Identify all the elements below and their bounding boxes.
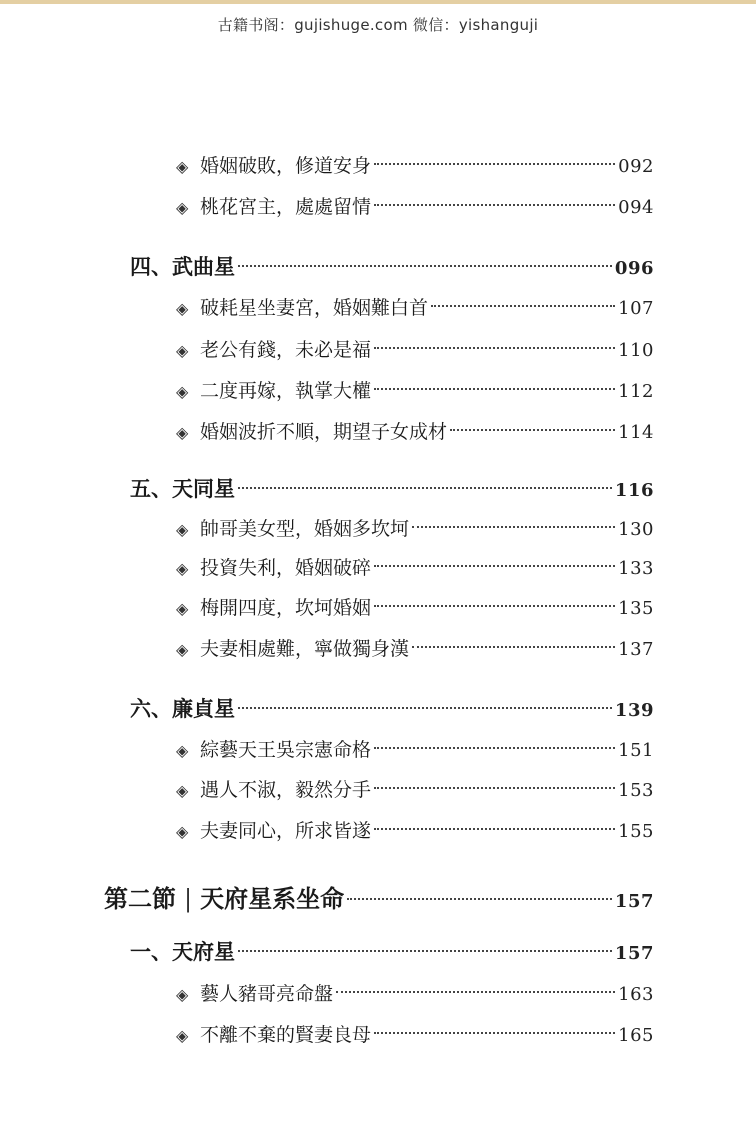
toc-entry[interactable] bbox=[176, 1020, 654, 1050]
toc-entry-title: 藝人豬哥亮命盤 bbox=[200, 983, 334, 1005]
toc-entry-title: 投資失利，婚姻破碎 bbox=[200, 557, 372, 579]
dot-leader bbox=[347, 898, 612, 900]
dot-leader bbox=[374, 747, 615, 749]
dot-leader bbox=[450, 429, 615, 431]
toc-subsection-title: 四、武曲星 bbox=[130, 254, 235, 279]
dot-leader bbox=[374, 605, 615, 607]
toc-page-number: 157 bbox=[614, 891, 654, 912]
toc-subsection-title: 六、廉貞星 bbox=[130, 696, 235, 721]
toc-entry-title: 老公有錢，未必是福 bbox=[200, 339, 372, 361]
dot-leader bbox=[374, 388, 615, 390]
toc-subsection-title: 一、天府星 bbox=[130, 939, 235, 964]
dot-leader bbox=[374, 828, 615, 830]
toc-page-number: 135 bbox=[618, 598, 654, 619]
toc-page-number: 137 bbox=[618, 639, 654, 660]
diamond-bullet-icon: ◈ bbox=[176, 299, 189, 318]
toc-subsection[interactable] bbox=[130, 474, 654, 504]
toc-subsection[interactable] bbox=[130, 252, 654, 282]
diamond-bullet-icon: ◈ bbox=[176, 599, 189, 618]
dot-leader bbox=[238, 487, 612, 489]
dot-leader bbox=[374, 787, 615, 789]
section-divider: | bbox=[184, 885, 193, 913]
toc-entry[interactable] bbox=[176, 775, 654, 805]
toc-entry-title: 二度再嫁，執掌大權 bbox=[200, 380, 372, 402]
dot-leader bbox=[412, 526, 615, 528]
toc-page-number: 130 bbox=[618, 519, 654, 540]
toc-entry-title: 桃花宮主，處處留情 bbox=[200, 196, 372, 218]
toc-entry[interactable] bbox=[176, 376, 654, 406]
toc-entry[interactable] bbox=[176, 553, 654, 583]
toc-entry-title: 夫妻相處難，寧做獨身漢 bbox=[200, 638, 410, 660]
diamond-bullet-icon: ◈ bbox=[176, 520, 189, 539]
toc-page-number: 116 bbox=[614, 480, 654, 501]
dot-leader bbox=[412, 646, 615, 648]
diamond-bullet-icon: ◈ bbox=[176, 157, 189, 176]
dot-leader bbox=[374, 204, 615, 206]
toc-entry[interactable] bbox=[176, 634, 654, 664]
toc-entry-title: 婚姻破敗，修道安身 bbox=[200, 155, 372, 177]
toc-entry[interactable] bbox=[176, 293, 654, 323]
toc-entry-title: 不離不棄的賢妻良母 bbox=[200, 1024, 372, 1046]
toc-entry[interactable] bbox=[176, 979, 654, 1009]
toc-page-number: 155 bbox=[618, 821, 654, 842]
toc-page-number: 151 bbox=[618, 740, 654, 761]
toc-subsection[interactable] bbox=[130, 937, 654, 967]
toc-page-number: 114 bbox=[618, 422, 654, 443]
toc-entry[interactable] bbox=[176, 192, 654, 222]
toc-page-number: 165 bbox=[618, 1025, 654, 1046]
toc-entry[interactable] bbox=[176, 735, 654, 765]
toc-entry-title: 帥哥美女型，婚姻多坎坷 bbox=[200, 518, 410, 540]
toc-section-title: 天府星系坐命 bbox=[200, 884, 345, 913]
toc-page-number: 096 bbox=[614, 258, 654, 279]
toc-page-number: 157 bbox=[614, 943, 654, 964]
diamond-bullet-icon: ◈ bbox=[176, 640, 189, 659]
toc-page-number: 094 bbox=[618, 197, 654, 218]
dot-leader bbox=[374, 163, 615, 165]
toc-entry-title: 婚姻波折不順，期望子女成材 bbox=[200, 421, 448, 443]
toc-entry-title: 遇人不淑，毅然分手 bbox=[200, 779, 372, 801]
toc-section-label: 第二節 bbox=[104, 884, 176, 913]
toc-entry[interactable] bbox=[176, 417, 654, 447]
diamond-bullet-icon: ◈ bbox=[176, 341, 189, 360]
dot-leader bbox=[238, 707, 612, 709]
toc-page-number: 112 bbox=[618, 381, 654, 402]
dot-leader bbox=[374, 565, 615, 567]
toc-entry[interactable] bbox=[176, 816, 654, 846]
dot-leader bbox=[238, 265, 612, 267]
toc-section[interactable] bbox=[104, 884, 654, 914]
dot-leader bbox=[431, 305, 615, 307]
diamond-bullet-icon: ◈ bbox=[176, 985, 189, 1004]
diamond-bullet-icon: ◈ bbox=[176, 423, 189, 442]
toc-entry-title: 梅開四度，坎坷婚姻 bbox=[200, 597, 372, 619]
toc-entry-title: 破耗星坐妻宮，婚姻難白首 bbox=[200, 297, 429, 319]
diamond-bullet-icon: ◈ bbox=[176, 198, 189, 217]
dot-leader bbox=[374, 347, 615, 349]
dot-leader bbox=[238, 950, 612, 952]
dot-leader bbox=[336, 991, 615, 993]
toc-page-number: 133 bbox=[618, 558, 654, 579]
diamond-bullet-icon: ◈ bbox=[176, 741, 189, 760]
diamond-bullet-icon: ◈ bbox=[176, 559, 189, 578]
toc-entry[interactable] bbox=[176, 151, 654, 181]
diamond-bullet-icon: ◈ bbox=[176, 822, 189, 841]
diamond-bullet-icon: ◈ bbox=[176, 781, 189, 800]
diamond-bullet-icon: ◈ bbox=[176, 382, 189, 401]
toc-entry-title: 夫妻同心，所求皆遂 bbox=[200, 820, 372, 842]
toc-entry[interactable] bbox=[176, 593, 654, 623]
toc-page-number: 092 bbox=[618, 156, 654, 177]
toc-page-number: 153 bbox=[618, 780, 654, 801]
toc-page-number: 110 bbox=[618, 340, 654, 361]
toc-page-number: 139 bbox=[614, 700, 654, 721]
dot-leader bbox=[374, 1032, 615, 1034]
diamond-bullet-icon: ◈ bbox=[176, 1026, 189, 1045]
toc-entry-title: 綜藝天王吳宗憲命格 bbox=[200, 739, 372, 761]
toc-subsection[interactable] bbox=[130, 694, 654, 724]
toc-page-number: 107 bbox=[618, 298, 654, 319]
watermark-header: 古籍书阁：gujishuge.com 微信：yishanguji bbox=[217, 16, 539, 34]
toc-subsection-title: 五、天同星 bbox=[130, 476, 235, 501]
toc-entry[interactable] bbox=[176, 335, 654, 365]
toc-page-number: 163 bbox=[618, 984, 654, 1005]
toc-entry[interactable] bbox=[176, 514, 654, 544]
